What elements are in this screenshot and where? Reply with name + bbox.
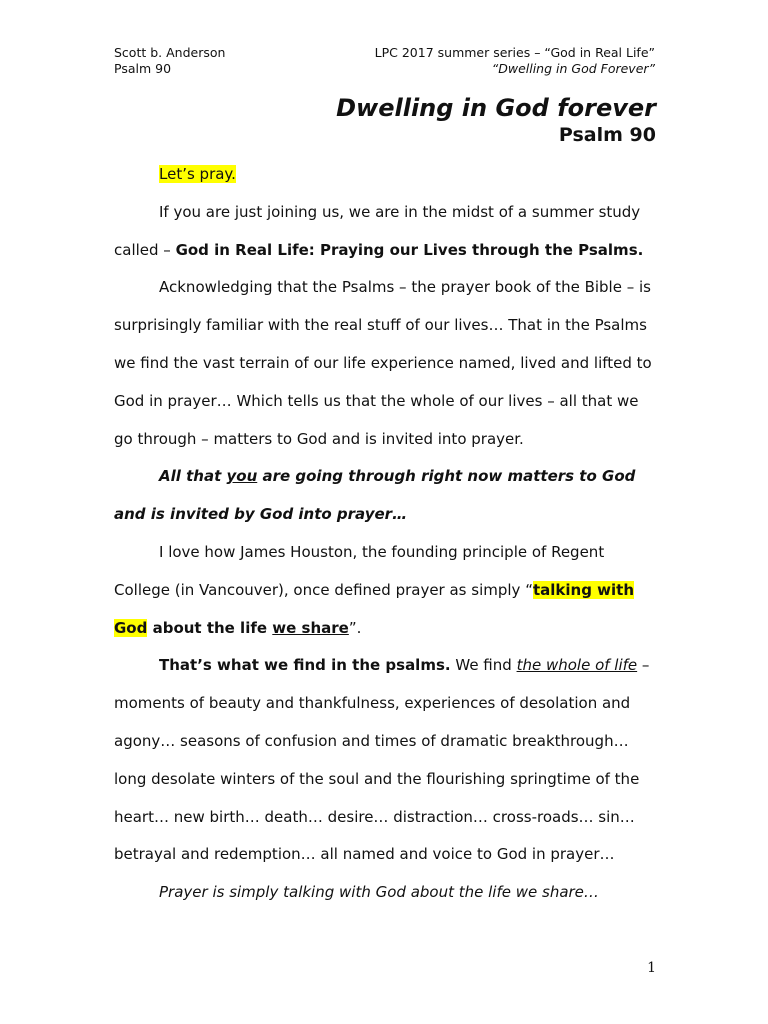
sermon-body <box>114 156 656 912</box>
title-block <box>336 92 656 146</box>
header-right <box>375 45 655 77</box>
paragraph-houston: I love how James Houston, the founding principle of Regent College (in Vancouver), once defined prayer as simply “talking with God about the life we share”. <box>114 542 635 637</box>
highlighted-text: Let’s pray. <box>159 165 236 183</box>
page-number: 1 <box>647 960 656 976</box>
paragraph-emphasis: All that you are going through right now matters to God and is invited by God into prayer… <box>114 467 636 524</box>
author-name: Scott b. Anderson <box>114 45 226 60</box>
header-left <box>114 45 225 77</box>
series-name: God in Real Life: Praying our Lives through the Psalms. <box>175 240 644 259</box>
highlighted-phrase: talking with God <box>114 580 635 637</box>
paragraph-psalms: Acknowledging that the Psalms – the prayer book of the Bible – is surprisingly familiar with the real stuff of our lives… That in the Psalms we find the vast terrain of our life experience named, lived and lifted to God in prayer… Which tells us that the whole of our lives – all that we go through – matters to God and is invited into prayer. <box>114 278 652 448</box>
paragraph-whole-of-life: That’s what we find in the psalms. We find the whole of life – moments of beauty and thankfulness, experiences of desolation and agony… seasons of confusion and times of dramatic breakthrough… long desolate winters of the soul and the flourishing springtime of the heart… new birth… death… desire… distraction… cross-roads… sin… betrayal and redemption… all named and voice to God in prayer… <box>114 656 650 864</box>
sermon-title-quoted: “Dwelling in God Forever” <box>491 61 655 76</box>
page-subtitle: Psalm 90 <box>558 124 656 146</box>
paragraph-prayer <box>114 156 656 194</box>
paragraph-intro: If you are just joining us, we are in the midst of a summer study called – God in Real Life: Praying our Lives through the Psalms. <box>114 202 644 259</box>
series-title: LPC 2017 summer series – “God in Real Life” <box>374 45 655 60</box>
paragraph-definition: Prayer is simply talking with God about the life we share… <box>159 883 599 902</box>
passage-reference: Psalm 90 <box>114 61 172 76</box>
page-title: Dwelling in God forever <box>336 94 656 122</box>
